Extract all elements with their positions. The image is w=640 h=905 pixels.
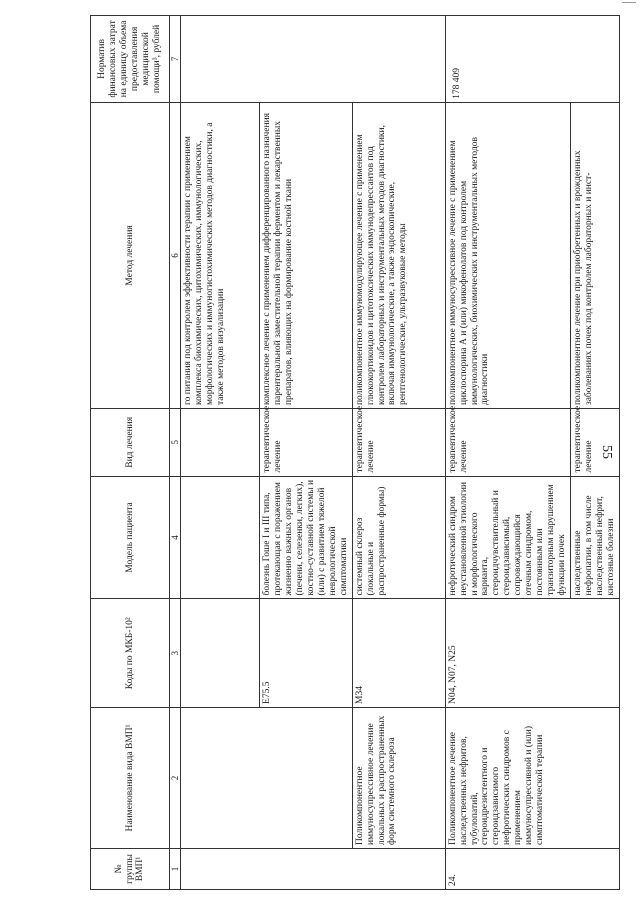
codes-cell: E75.5 xyxy=(260,599,352,707)
treatment-type-cell: терапевтическое лечение xyxy=(352,409,445,477)
method-cell: поликомпонентное лечение при приобретенных и врожденных заболеваниях почек под контролем лабораторных и инст- xyxy=(570,102,619,408)
column-number: 5 xyxy=(170,409,181,477)
column-number: 6 xyxy=(170,102,181,408)
column-number: 2 xyxy=(170,707,181,848)
cost-cell xyxy=(181,16,445,103)
patient-model-cell: системный склероз (локальные и распространенные формы) xyxy=(352,476,445,599)
vmp-name-cell: Поликомпонентное иммуносупрессивное лечение локальных и распространенных форм системного склероза xyxy=(352,707,445,848)
column-number-row xyxy=(170,16,181,890)
header-treatment-type: Вид лечения xyxy=(91,409,170,477)
header-method: Метод лечения xyxy=(91,102,170,408)
header-group: № группы ВМП¹ xyxy=(91,849,170,890)
patient-model-cell: нефротический синдром неустановленной этиологии и морфологического варианта, стероидчувствительный и стероидзависимый, сопровождающийся отечным синдромом, постоянным или транзиторным нарушением функции почек xyxy=(445,476,570,599)
codes-cell: M34 xyxy=(352,599,445,707)
group-number-cell: 24. xyxy=(445,849,619,890)
treatment-type-cell xyxy=(181,409,260,477)
column-number: 4 xyxy=(170,476,181,599)
header-patient-model: Модель пациента xyxy=(91,476,170,599)
page-number: 55 xyxy=(599,445,614,459)
treatment-type-cell: терапевтическое лечение xyxy=(260,409,352,477)
table-row xyxy=(445,16,570,890)
rotated-table-page xyxy=(90,15,630,890)
treatment-type-cell: терапевтическое лечение xyxy=(570,409,619,477)
treatment-type-cell: терапевтическое лечение xyxy=(445,409,570,477)
vmp-table xyxy=(90,15,620,890)
vmp-name-cell xyxy=(181,707,352,848)
column-number: 3 xyxy=(170,599,181,707)
table-row xyxy=(352,16,445,890)
patient-model-cell: болезнь Гоше I и III типа, протекающая с поражением жизненно важных органов (печени, селезенки, легких), костно-суставной системы и (или) с развитием тяжелой неврологической симптоматики xyxy=(260,476,352,599)
header-name: Наименование вида ВМП¹ xyxy=(91,707,170,848)
scan-edge-mark xyxy=(622,2,636,3)
header-codes: Коды по МКБ-10² xyxy=(91,599,170,707)
patient-model-cell: наследственные нефропатии, в том числе наследственный нефрит, кистозные болезни xyxy=(570,476,619,599)
cost-value: 178 409 xyxy=(445,16,619,103)
method-cell: го питания под контролем эффективности терапии с применением комплекса биохимических, цитохимических, иммунологических, морфологических и иммуногистохимических методов диагностики, а также методов визуализации xyxy=(181,102,260,408)
group-number-cell xyxy=(181,849,445,890)
method-cell: комплексное лечение с применением дифференцированного назначения парентеральной заместительной терапии ферментом и лекарственных препаратов, влияющих на формирование костной ткани xyxy=(260,102,352,408)
column-number: 1 xyxy=(170,849,181,890)
codes-cell xyxy=(181,599,260,707)
method-cell: поликомпонентное иммуносупрессивное лечение с применением циклоспорина А и (или) микофенолатов под контролем иммунологических, биохимических и инструментальных методов диагностики xyxy=(445,102,570,408)
header-row xyxy=(91,16,170,890)
patient-model-cell xyxy=(181,476,260,599)
method-cell: поликомпонентное иммуномодулирующее лечение с применением глюкокортикоидов и цитотоксических иммунодепрессантов под контролем лабораторных и инструментальных методов диагностики, включая иммунологические, а также эндоскопические, рентгенологические, ультразвуковые методы xyxy=(352,102,445,408)
codes-cell: N04, N07, N25 xyxy=(445,599,619,707)
header-cost: Норматив финансовых затрат на единицу объема предоставления медицинской помощи³, рублей xyxy=(91,16,170,103)
column-number: 7 xyxy=(170,16,181,103)
vmp-name-cell: Поликомпонентное лечение наследственных нефритов, тубулопатий, стероидрезистентного и стероидзависимого нефротических синдромов с применением иммуносупрессивной и (или) симптоматической терапии xyxy=(445,707,619,848)
table-row xyxy=(181,16,260,890)
